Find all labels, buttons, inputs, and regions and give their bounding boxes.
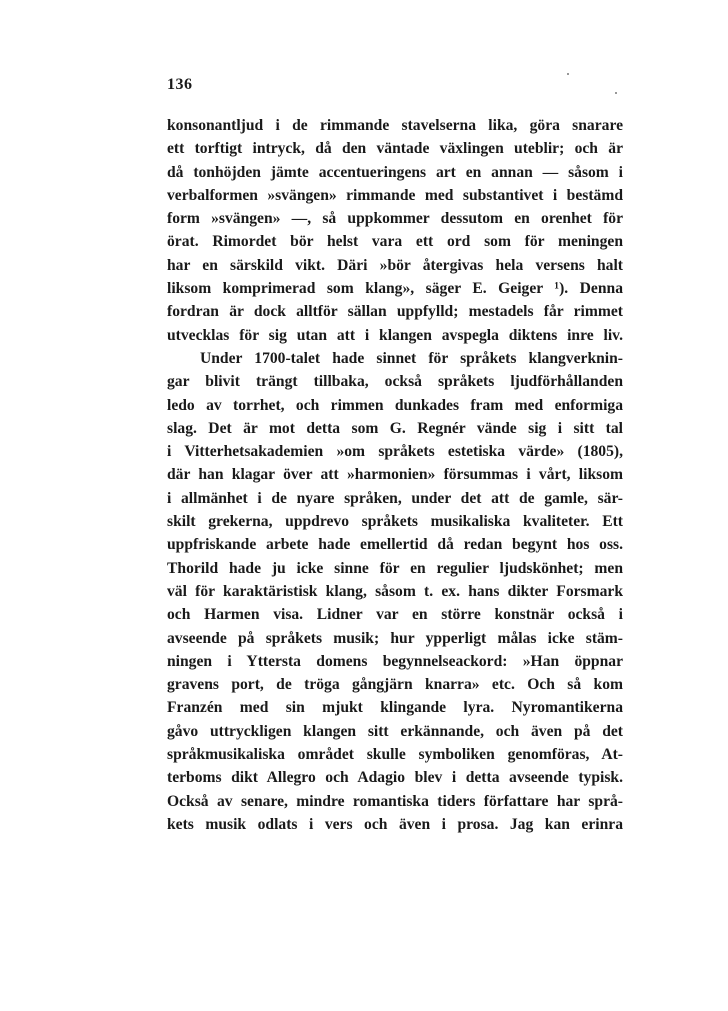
text-line: i Vitterhetsakademien »om språkets estetiska värde» (1805),: [167, 443, 623, 461]
text-line: fordran är dock alltför sällan uppfylld; mestadels får rimmet: [167, 303, 623, 321]
text-line: ledo av torrhet, och rimmen dunkades fram med enformiga: [167, 396, 623, 414]
text-line: slag. Det är mot detta som G. Regnér vände sig i sitt tal: [167, 419, 623, 437]
text-line: konsonantljud i de rimmande stavelserna lika, göra snarare: [167, 117, 623, 134]
text-line: Thorild hade ju icke sinne för en regulier ljudskönhet; men: [167, 559, 623, 577]
text-line: gåvo uttryckligen klangen sitt erkännande, och även på det: [167, 722, 623, 740]
text-line: där han klagar över att »harmonien» försummas i vårt, liksom: [167, 466, 623, 484]
text-line: Också av senare, mindre romantiska tiders författare har språ-: [167, 792, 623, 810]
page-speck: [567, 73, 569, 75]
text-line: Under 1700-talet hade sinnet för språkets klangverknin-: [200, 349, 623, 367]
body-text: [167, 114, 623, 836]
text-line: örat. Rimordet bör helst vara ett ord som för meningen: [167, 233, 623, 251]
text-line: och Harmen visa. Lidner var en större konstnär också i: [167, 606, 623, 624]
page-number: 136: [167, 76, 193, 93]
text-line: gravens port, de tröga gångjärn knarra» etc. Och så kom: [167, 676, 623, 694]
page-speck: [615, 92, 617, 94]
text-line: gar blivit trängt tillbaka, också språkets ljudförhållanden: [167, 373, 623, 391]
text-line: uppfriskande arbete hade emellertid då redan begynt hos oss.: [167, 536, 623, 554]
text-line: väl för karaktäristisk klang, såsom t. ex. hans dikter Forsmark: [167, 582, 623, 600]
text-line: utvecklas för sig utan att i klangen avspegla diktens inre liv.: [167, 326, 623, 344]
text-line: form »svängen» —, så uppkommer dessutom en orenhet för: [167, 210, 623, 228]
text-line: verbalformen »svängen» rimmande med substantivet i bestämd: [167, 186, 623, 204]
text-line: Franzén med sin mjukt klingande lyra. Nyromantikerna: [167, 699, 623, 717]
text-line: kets musik odlats i vers och även i prosa. Jag kan erinra: [167, 815, 623, 833]
text-line: i allmänhet i de nyare språken, under det att de gamle, sär-: [167, 489, 623, 507]
text-line: liksom komprimerad som klang», säger E. Geiger ¹). Denna: [167, 280, 623, 298]
text-line: då tonhöjden jämte accentueringens art en annan — såsom i: [167, 163, 623, 181]
text-line: ningen i Yttersta domens begynnelseackord: »Han öppnar: [167, 652, 623, 670]
text-line: avseende på språkets musik; hur ypperligt målas icke stäm-: [167, 629, 623, 647]
text-line: terboms dikt Allegro och Adagio blev i detta avseende typisk.: [167, 769, 623, 787]
text-line: språkmusikaliska området skulle symboliken genomföras, At-: [167, 746, 623, 764]
text-line: skilt grekerna, uppdrevo språkets musikaliska kvaliteter. Ett: [167, 513, 623, 531]
text-line: har en särskild vikt. Däri »bör återgivas hela versens halt: [167, 256, 623, 274]
text-line: ett torftigt intryck, då den väntade växlingen uteblir; och är: [167, 140, 623, 158]
